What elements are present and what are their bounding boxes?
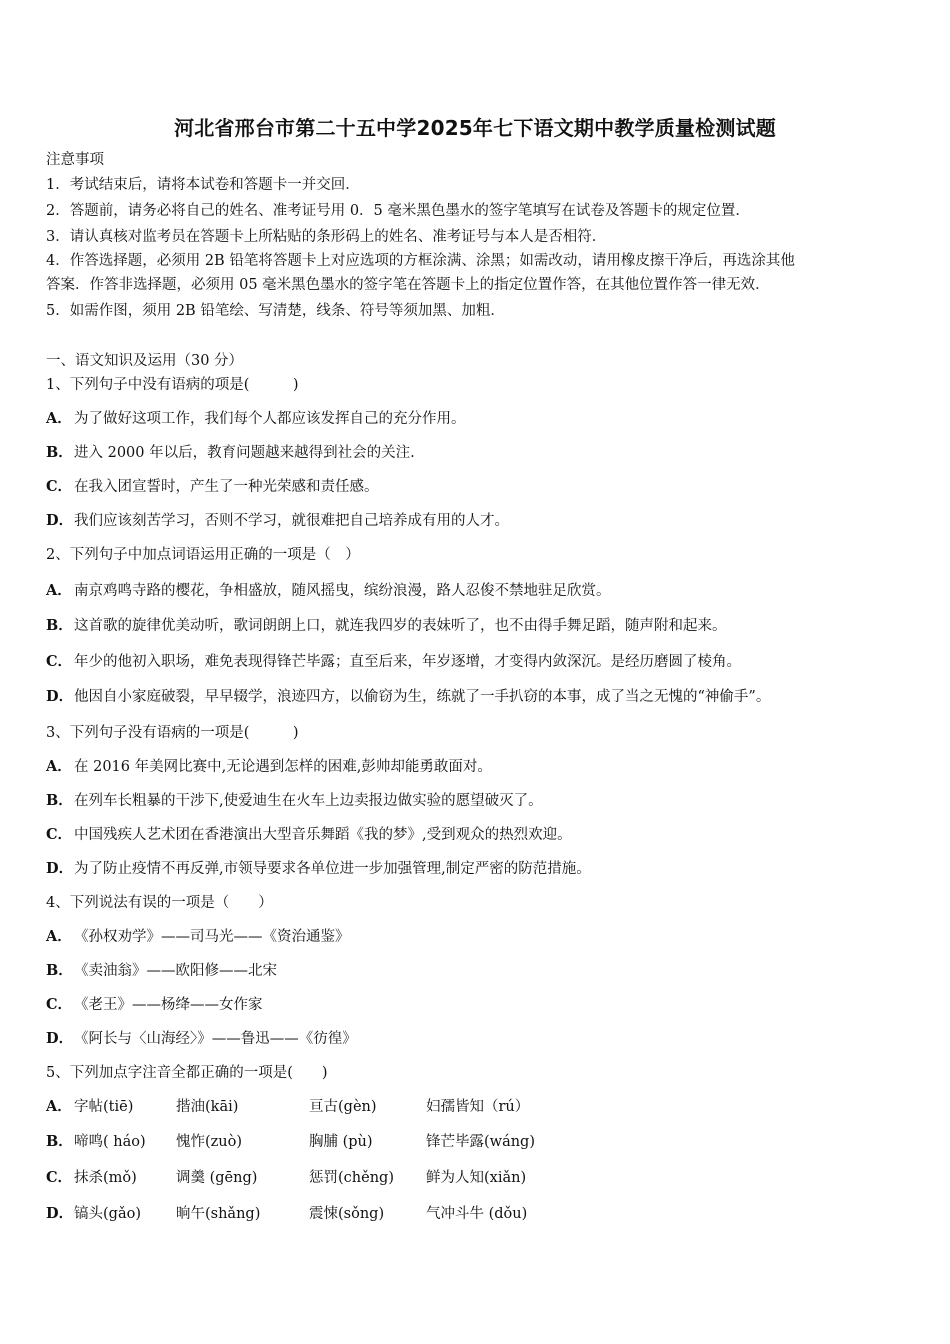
- option-letter: C．: [46, 653, 73, 670]
- pinyin-item: 愧怍(zuò): [176, 1134, 243, 1150]
- pinyin-item: 鲜为人知(xiǎn): [426, 1170, 527, 1186]
- pinyin-item: 啼鸣( háo): [74, 1134, 146, 1150]
- option: [46, 961, 277, 981]
- option-letter: C．: [46, 1169, 73, 1186]
- option-letter: C．: [46, 996, 73, 1013]
- option-text: 《阿长与〈山海经〉》——鲁迅——《彷徨》: [74, 1031, 357, 1047]
- pinyin-item: 气冲斗牛 (dǒu): [426, 1206, 528, 1222]
- option-text: 进入 2000 年以后，教育问题越来越得到社会的关注.: [74, 445, 415, 461]
- option: [46, 995, 263, 1015]
- option-text: 为了防止疫情不再反弹,市领导要求各单位进一步加强管理,制定严密的防范措施。: [74, 861, 591, 877]
- option: [46, 443, 415, 463]
- option: [46, 1029, 357, 1049]
- option-letter: D．: [46, 512, 74, 529]
- option-letter: B．: [46, 1133, 73, 1150]
- page-title: 河北省邢台市第二十五中学2025年七下语文期中教学质量检测试题: [174, 116, 776, 140]
- option-letter: A．: [46, 1098, 72, 1115]
- option-letter: D．: [46, 1030, 74, 1047]
- pinyin-item: 镐头(gǎo): [74, 1206, 141, 1222]
- notice-item: 2．答题前，请务必将自己的姓名、准考证号用 0．5 毫米黑色墨水的签字笔填写在试卷及答题卡的规定位置．: [46, 203, 750, 219]
- option: [46, 652, 741, 672]
- option-text: 《孙权劝学》——司马光——《资治通鉴》: [74, 929, 350, 945]
- option: [46, 757, 492, 777]
- notice-heading: 注意事项: [46, 152, 104, 168]
- option: [46, 616, 727, 636]
- option-letter: A．: [46, 758, 72, 775]
- option-text: 年少的他初入职场，难免表现得锋芒毕露；直至后来，年岁逐增，才变得内敛深沉。是经历磨圆了棱角。: [74, 654, 741, 670]
- notice-item: 5．如需作图，须用 2B 铅笔绘、写清楚，线条、符号等须加黑、加粗．: [46, 303, 505, 319]
- option-text: 《老王》——杨绛——女作家: [74, 997, 263, 1013]
- pinyin-item: 锋芒毕露(wáng): [426, 1134, 535, 1150]
- pinyin-item: 妇孺皆知（rú）: [426, 1099, 530, 1115]
- notice-item: 3．请认真核对监考员在答题卡上所粘贴的条形码上的姓名、准考证号与本人是否相符．: [46, 229, 607, 245]
- question-stem: 1、下列句子中没有语病的项是( ): [46, 377, 299, 393]
- option-text: 这首歌的旋律优美动听，歌词朗朗上口，就连我四岁的表妹听了，也不由得手舞足蹈，随声附和起来。: [74, 618, 727, 634]
- option-letter: C．: [46, 826, 73, 843]
- option-letter: A．: [46, 928, 72, 945]
- option: [46, 511, 509, 531]
- option-text: 他因自小家庭破裂，早早辍学，浪迹四方，以偷窃为生，练就了一手扒窃的本事，成了当之无愧的“神偷手”。: [74, 689, 771, 705]
- notice-item: 答案．作答非选择题，必须用 05 毫米黑色墨水的签字笔在答题卡上的指定位置作答，在其他位置作答一律无效．: [46, 277, 770, 293]
- option-letter: D．: [46, 1205, 74, 1222]
- option-text: 中国残疾人艺术团在香港演出大型音乐舞蹈《我的梦》,受到观众的热烈欢迎。: [74, 827, 572, 843]
- pinyin-item: 亘古(gèn): [309, 1099, 377, 1115]
- option: [46, 477, 379, 497]
- option-letter: B．: [46, 792, 73, 809]
- question-stem: 2、下列句子中加点词语运用正确的一项是（ ）: [46, 547, 360, 563]
- notice-item: 1．考试结束后，请将本试卷和答题卡一并交回．: [46, 177, 360, 193]
- option-letter: A．: [46, 582, 72, 599]
- option-letter: B．: [46, 617, 73, 634]
- option-text: 在列车长粗暴的干涉下,使爱迪生在火车上边卖报边做实验的愿望破灭了。: [74, 793, 543, 809]
- question-stem: 5、下列加点字注音全都正确的一项是( ): [46, 1065, 328, 1081]
- option-text: 我们应该刻苦学习，否则不学习，就很难把自己培养成有用的人才。: [74, 513, 509, 529]
- question-stem: 4、下列说法有误的一项是（ ）: [46, 895, 273, 911]
- option: [46, 927, 350, 947]
- notice-item: 4．作答选择题，必须用 2B 铅笔将答题卡上对应选项的方框涂满、涂黑；如需改动，请用橡皮擦干净后，再选涂其他: [46, 253, 795, 269]
- option: [46, 409, 466, 429]
- pinyin-item: 字帖(tiē): [74, 1099, 134, 1115]
- option: [46, 859, 591, 879]
- option-letter: D．: [46, 860, 74, 877]
- pinyin-item: 胸脯 (pù): [309, 1134, 373, 1150]
- option-letter: C．: [46, 478, 73, 495]
- option: [46, 581, 611, 601]
- pinyin-item: 震悚(sǒng): [309, 1206, 385, 1222]
- pinyin-item: 惩罚(chěng): [309, 1170, 394, 1186]
- pinyin-item: 调羹 (gēng): [176, 1170, 258, 1186]
- option-letter: B．: [46, 962, 73, 979]
- option: [46, 791, 543, 811]
- section-heading: 一、语文知识及运用（30 分）: [46, 353, 244, 369]
- option-letter: D．: [46, 688, 74, 705]
- question-stem: 3、下列句子没有语病的一项是( ): [46, 725, 299, 741]
- pinyin-item: 晌午(shǎng): [176, 1206, 261, 1222]
- pinyin-item: 揩油(kāi): [176, 1099, 239, 1115]
- option-text: 在 2016 年美网比赛中,无论遇到怎样的困难,彭帅却能勇敢面对。: [74, 759, 492, 775]
- option-text: 《卖油翁》——欧阳修——北宋: [74, 963, 277, 979]
- option-text: 南京鸡鸣寺路的樱花，争相盛放，随风摇曳，缤纷浪漫，路人忍俊不禁地驻足欣赏。: [74, 583, 611, 599]
- pinyin-item: 抹杀(mǒ): [74, 1170, 137, 1186]
- option: [46, 687, 770, 707]
- option-text: 在我入团宣誓时，产生了一种光荣感和责任感。: [74, 479, 379, 495]
- option-text: 为了做好这项工作，我们每个人都应该发挥自己的充分作用。: [74, 411, 466, 427]
- option: [46, 825, 572, 845]
- option-letter: B．: [46, 444, 73, 461]
- option-letter: A．: [46, 410, 72, 427]
